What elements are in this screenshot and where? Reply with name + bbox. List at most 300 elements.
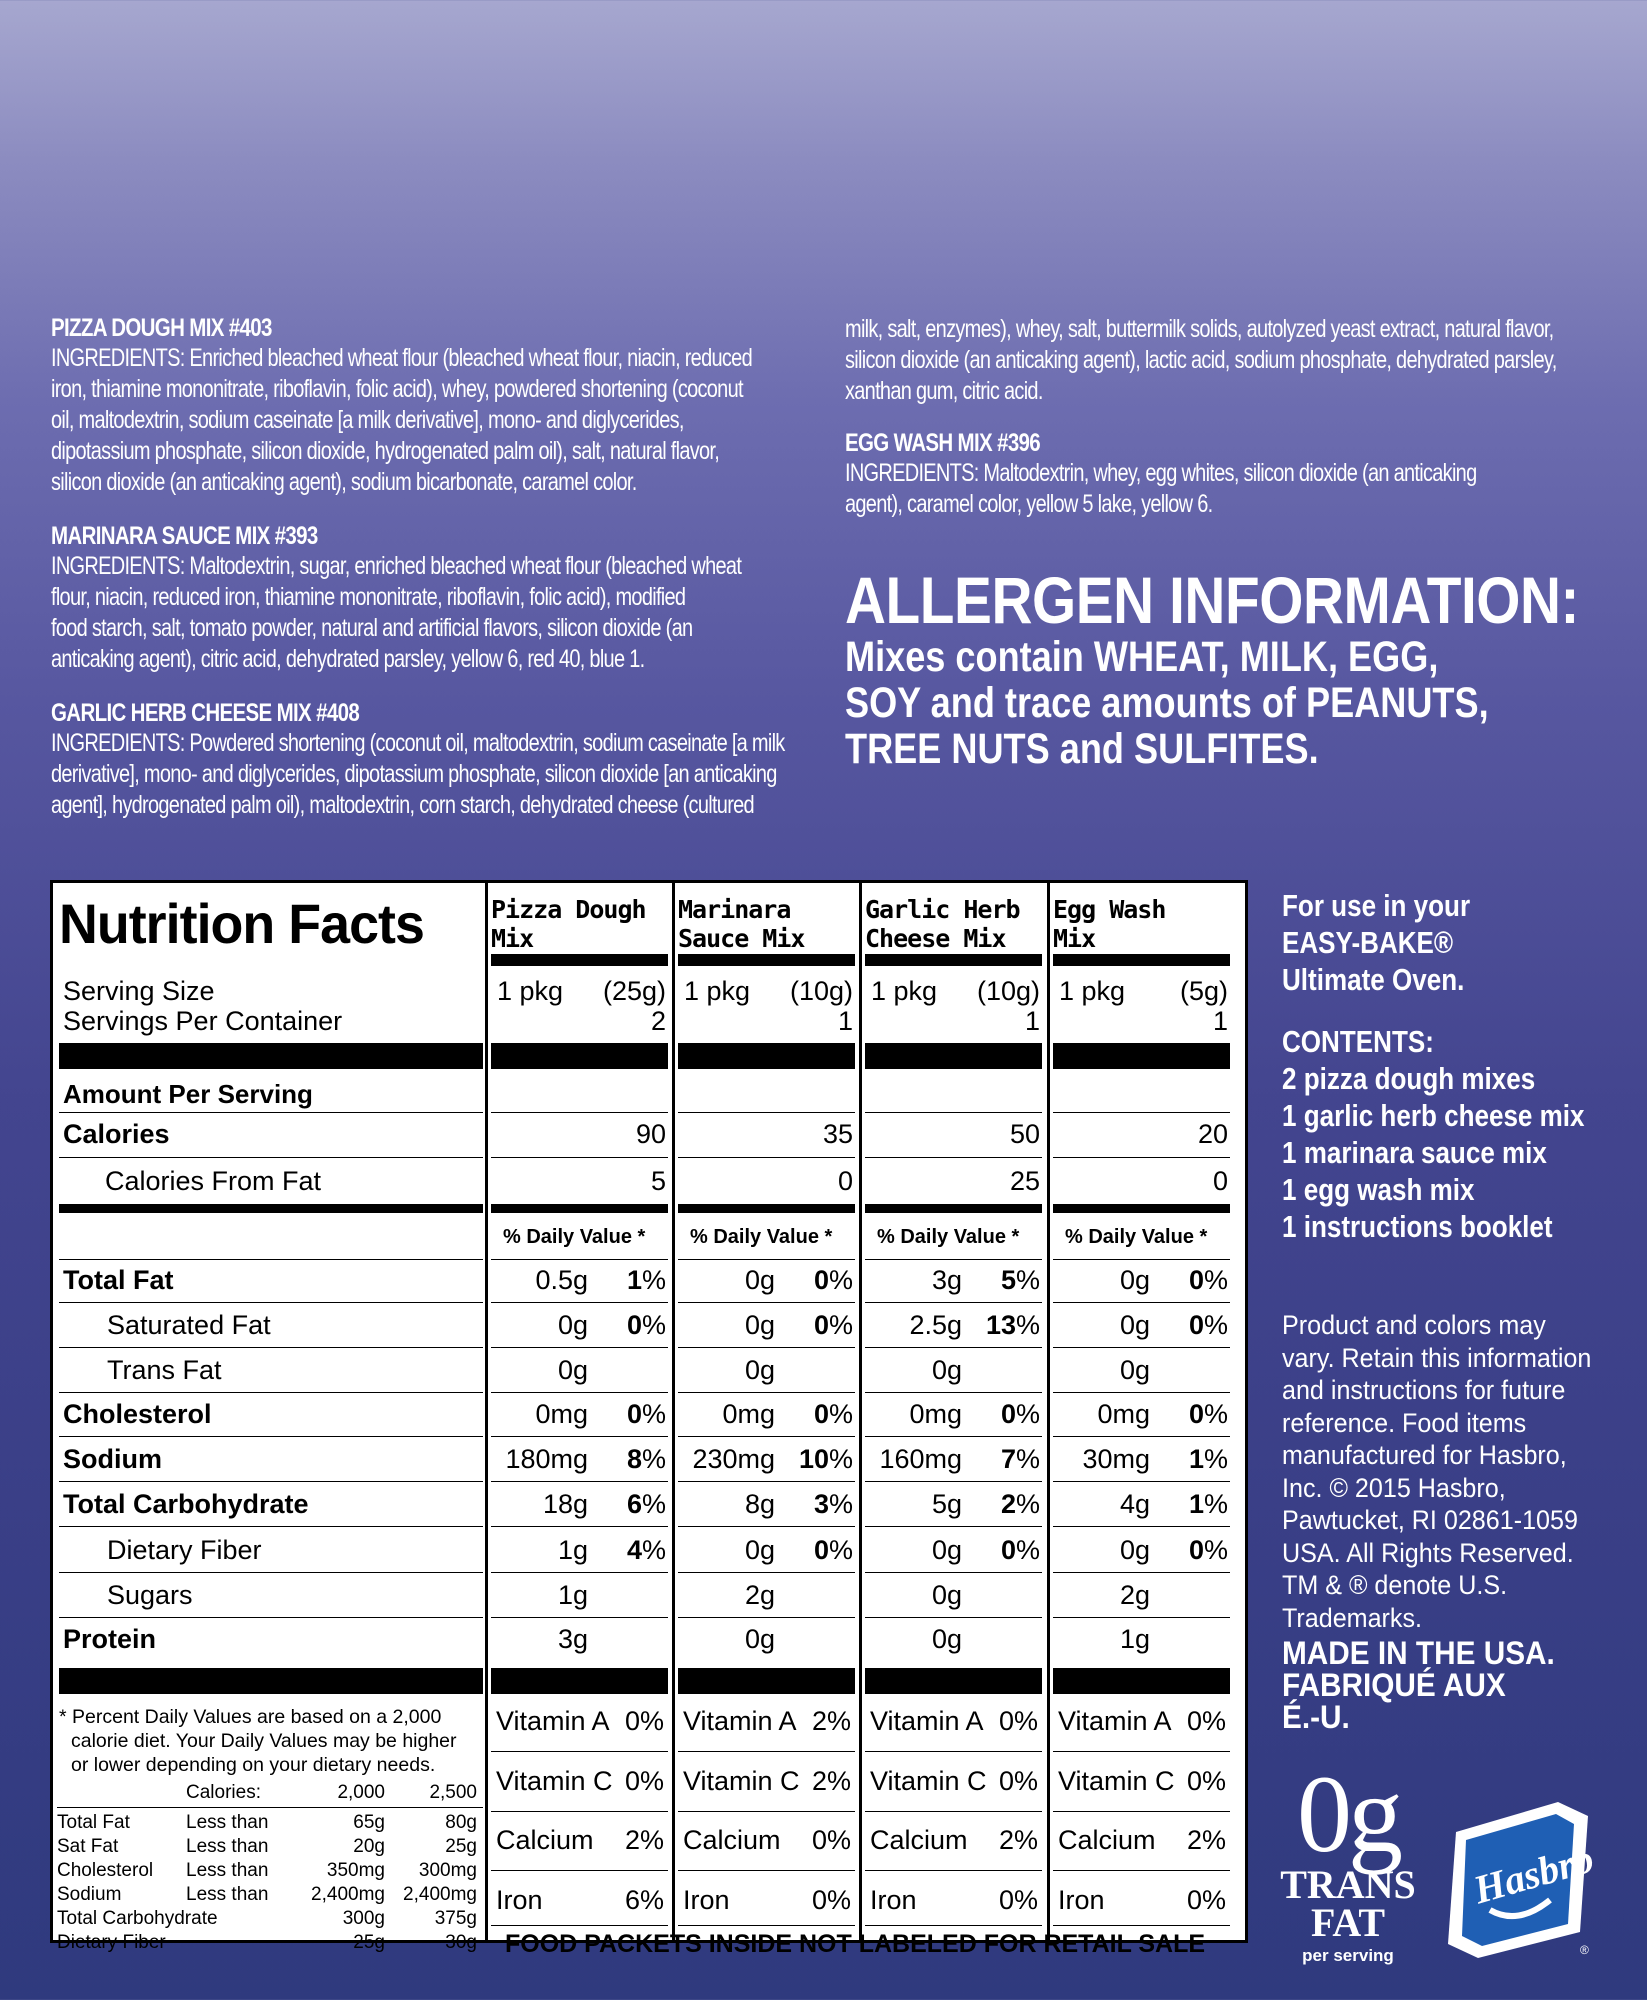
vit-c-value: 2% (811, 1766, 851, 1796)
daily-value-header: % Daily Value * (690, 1226, 833, 1248)
allergen-line: SOY and trace amounts of PEANUTS, (845, 679, 1489, 727)
sugars-amount: 2g (744, 1580, 775, 1610)
row-rule (491, 1259, 668, 1260)
calcium-value: 2% (624, 1825, 664, 1855)
total-fat-amount: 0g (1119, 1265, 1150, 1295)
contents-title: CONTENTS: (1282, 1024, 1434, 1059)
vit-c-label: Vitamin C (683, 1766, 800, 1796)
sodium-daily-value (1153, 1444, 1228, 1475)
iron-label: Iron (496, 1885, 543, 1915)
column-header-line: Cheese Mix (865, 924, 1006, 953)
carb-daily-value (778, 1489, 853, 1520)
column-header (1053, 895, 1165, 953)
sodium-label: Sodium (63, 1444, 162, 1474)
total-fat-amount: 0g (744, 1265, 775, 1295)
footnote-value-2000: 2,400mg (311, 1884, 385, 1905)
footnote-value-2000: 20g (353, 1836, 385, 1857)
sat-fat-daily-value (778, 1310, 853, 1341)
percent-sign: % (641, 1489, 666, 1519)
use-line: For use in your (1282, 888, 1471, 923)
protein-amount: 3g (557, 1624, 588, 1654)
separator-bar (865, 1204, 1042, 1213)
column-divider (1047, 883, 1050, 1940)
dv-number: 0 (1188, 1399, 1204, 1429)
row-rule (491, 1392, 668, 1393)
column-header-bar (1053, 954, 1230, 966)
row-rule (491, 1436, 668, 1437)
ingredient-line: agent], hydrogenated palm oil), maltodextrin, corn starch, dehydrated cheese (cultured (51, 791, 754, 819)
carb-daily-value (591, 1489, 666, 1520)
total-fat-daily-value (1153, 1265, 1228, 1296)
vit-c-value: 0% (1186, 1766, 1226, 1796)
sat-fat-label: Saturated Fat (107, 1310, 271, 1340)
contents-item: 1 marinara sauce mix (1282, 1135, 1547, 1170)
carb-amount: 5g (931, 1489, 962, 1519)
serving-size-label: Serving Size (63, 976, 215, 1006)
servings-per-label: Servings Per Container (63, 1006, 343, 1036)
protein-amount: 0g (931, 1624, 962, 1654)
allergen-section (845, 563, 1647, 773)
calories-from-fat-label: Calories From Fat (105, 1166, 322, 1196)
legal-line: Product and colors may (1282, 1310, 1546, 1340)
calcium-value: 2% (1186, 1825, 1226, 1855)
row-rule (678, 1526, 855, 1527)
row-rule (865, 1347, 1042, 1348)
daily-value-header: % Daily Value * (1065, 1226, 1208, 1248)
percent-sign: % (828, 1310, 853, 1340)
vit-c-value: 0% (624, 1766, 664, 1796)
row-rule (491, 1870, 668, 1871)
fiber-amount: 0g (744, 1535, 775, 1565)
ingredient-line: anticaking agent), citric acid, dehydrated parsley, yellow 6, red 40, blue 1. (51, 645, 645, 673)
trans-fat-amount: 0g (1119, 1355, 1150, 1385)
footnote-value-2000: 350mg (326, 1860, 385, 1881)
separator-bar (59, 1204, 483, 1213)
sugars-amount: 0g (931, 1580, 962, 1610)
percent-sign: % (828, 1535, 853, 1565)
made-in-usa (1282, 1637, 1575, 1733)
servings-count: 1 (1024, 1006, 1040, 1036)
dv-number: 0 (1000, 1535, 1016, 1565)
row-rule (491, 1157, 668, 1158)
row-rule (865, 1925, 1042, 1926)
footnote-value-2500: 25g (445, 1836, 477, 1857)
footnote-nutrient: Total Carbohydrate (57, 1908, 218, 1929)
sugars-amount: 2g (1119, 1580, 1150, 1610)
column-header-bar (678, 954, 855, 966)
legal-line: and instructions for future (1282, 1375, 1566, 1405)
percent-sign: % (1015, 1265, 1040, 1295)
row-rule (678, 1751, 855, 1752)
row-rule (491, 1811, 668, 1812)
row-rule (865, 1481, 1042, 1482)
percent-sign: % (641, 1310, 666, 1340)
row-rule (491, 1751, 668, 1752)
row-rule (59, 1112, 483, 1113)
legal-line: vary. Retain this information (1282, 1342, 1592, 1373)
cholesterol-amount: 0mg (909, 1399, 962, 1429)
row-rule (1053, 1526, 1230, 1527)
fiber-daily-value (1153, 1535, 1228, 1566)
allergen-line: TREE NUTS and SULFITES. (845, 725, 1319, 773)
column-divider (485, 883, 488, 1940)
separator-bar (865, 1668, 1042, 1694)
column-header-line: Sauce Mix (678, 924, 805, 953)
legal-line: Pawtucket, RI 02861-1059 (1282, 1505, 1578, 1535)
calories-from-fat-value: 0 (837, 1166, 853, 1196)
serving-pkg: 1 pkg (684, 976, 751, 1006)
dv-number: 5 (1000, 1265, 1016, 1295)
row-rule (678, 1436, 855, 1437)
footnote-nutrient: Dietary Fiber (57, 1932, 166, 1953)
serving-grams: (25g) (602, 976, 666, 1006)
row-rule (865, 1157, 1042, 1158)
made-line: MADE IN THE USA. (1282, 1635, 1555, 1671)
row-rule (59, 1392, 483, 1393)
row-rule (678, 1811, 855, 1812)
serving-grams: (10g) (789, 976, 853, 1006)
fiber-label: Dietary Fiber (107, 1535, 262, 1565)
sodium-amount: 30mg (1082, 1444, 1150, 1474)
row-rule (1053, 1112, 1230, 1113)
sodium-amount: 180mg (505, 1444, 588, 1474)
row-rule (865, 1302, 1042, 1303)
trans-fat-amount: 0g (931, 1355, 962, 1385)
ingredient-line: oil, maltodextrin, sodium caseinate [a milk derivative], mono- and diglycerides, (51, 406, 684, 434)
calories-value: 20 (1197, 1119, 1228, 1149)
vit-c-label: Vitamin C (496, 1766, 613, 1796)
row-rule (678, 1259, 855, 1260)
dv-number: 0 (626, 1399, 642, 1429)
sodium-amount: 230mg (692, 1444, 775, 1474)
iron-label: Iron (870, 1885, 917, 1915)
carb-amount: 18g (542, 1489, 588, 1519)
percent-sign: % (641, 1535, 666, 1565)
ingredient-block (51, 314, 811, 498)
sugars-label: Sugars (107, 1580, 193, 1610)
column-header-line: Pizza Dough (491, 895, 646, 924)
footnote-rule (57, 1807, 483, 1808)
sat-fat-daily-value (591, 1310, 666, 1341)
dv-number: 10 (798, 1444, 829, 1474)
footnote-line: or lower depending on your dietary needs. (71, 1754, 436, 1776)
row-rule (678, 1112, 855, 1113)
row-rule (678, 1392, 855, 1393)
row-rule (865, 1870, 1042, 1871)
vit-c-value: 0% (998, 1766, 1038, 1796)
column-header-line: Garlic Herb (865, 895, 1020, 924)
column-header (678, 895, 804, 953)
contents-item: 1 instructions booklet (1282, 1209, 1553, 1244)
dv-number: 6 (626, 1489, 642, 1519)
cheese-ingredients-continued (845, 314, 1605, 407)
ingredient-line: food starch, salt, tomato powder, natural and artificial flavors, silicon dioxide (an (51, 614, 693, 642)
row-rule (491, 1526, 668, 1527)
column-header (491, 895, 646, 953)
dv-number: 0 (1000, 1399, 1016, 1429)
cholesterol-daily-value (778, 1399, 853, 1430)
contents-item: 1 egg wash mix (1282, 1172, 1475, 1207)
percent-sign: % (1203, 1444, 1228, 1474)
ingredient-line: milk, salt, enzymes), whey, salt, buttermilk solids, autolyzed yeast extract, natural flavor, (845, 315, 1554, 343)
row-rule (865, 1112, 1042, 1113)
row-rule (59, 1436, 483, 1437)
row-rule (1053, 1392, 1230, 1393)
footnote-value-2500: 375g (434, 1908, 477, 1929)
row-rule (59, 1617, 483, 1618)
ingredient-block (51, 699, 811, 821)
column-header-bar (865, 954, 1042, 966)
footnote-value-2500: 2,400mg (403, 1884, 477, 1905)
row-rule (59, 1157, 483, 1158)
made-line: É.-U. (1282, 1699, 1350, 1735)
ingredient-line: xanthan gum, citric acid. (845, 377, 1043, 405)
footnote-value-2500: 300mg (418, 1860, 477, 1881)
footnote-limit: Less than (186, 1812, 269, 1833)
column-header (865, 895, 1020, 953)
calories-label: Calories (63, 1119, 170, 1149)
footnote-limit: Less than (186, 1860, 269, 1881)
total-fat-label: Total Fat (63, 1265, 174, 1295)
row-rule (865, 1392, 1042, 1393)
trans-fat-badge (1268, 1753, 1428, 1966)
row-rule (1053, 1811, 1230, 1812)
row-rule (1053, 1157, 1230, 1158)
row-rule (865, 1436, 1042, 1437)
row-rule (1053, 1436, 1230, 1437)
trans-fat-label: TRANS (1280, 1862, 1416, 1907)
total-fat-daily-value (965, 1265, 1040, 1296)
trans-fat-amount: 0g (557, 1355, 588, 1385)
row-rule (678, 1870, 855, 1871)
ingredient-line: INGREDIENTS: Maltodextrin, sugar, enriched bleached wheat flour (bleached wheat (51, 552, 742, 580)
footnote-nutrient: Sodium (57, 1884, 122, 1905)
row-rule (678, 1572, 855, 1573)
separator-bar (678, 1043, 855, 1069)
vit-a-label: Vitamin A (870, 1706, 984, 1736)
sat-fat-amount: 0g (744, 1310, 775, 1340)
calories-value: 50 (1009, 1119, 1040, 1149)
row-rule (865, 1617, 1042, 1618)
row-rule (491, 1617, 668, 1618)
footnote-header: Calories: (186, 1782, 261, 1803)
legal-line: Trademarks. (1282, 1602, 1422, 1633)
total-fat-amount: 0.5g (535, 1265, 588, 1295)
percent-sign: % (641, 1444, 666, 1474)
cholesterol-label: Cholesterol (63, 1399, 212, 1429)
row-rule (1053, 1617, 1230, 1618)
cholesterol-amount: 0mg (535, 1399, 588, 1429)
row-rule (865, 1259, 1042, 1260)
row-rule (865, 1811, 1042, 1812)
percent-sign: % (1203, 1535, 1228, 1565)
sat-fat-amount: 0g (1119, 1310, 1150, 1340)
column-header-line: Mix (491, 924, 534, 953)
calcium-label: Calcium (683, 1825, 781, 1855)
row-rule (59, 1302, 483, 1303)
percent-sign: % (828, 1399, 853, 1429)
vit-a-label: Vitamin A (1058, 1706, 1172, 1736)
percent-sign: % (641, 1399, 666, 1429)
vit-a-value: 0% (1186, 1706, 1226, 1736)
calcium-label: Calcium (870, 1825, 968, 1855)
ingredient-line: dipotassium phosphate, silicon dioxide, hydrogenated palm oil), salt, natural flavor, (51, 437, 720, 465)
row-rule (865, 1526, 1042, 1527)
use-line: Ultimate Oven. (1282, 962, 1465, 997)
fiber-amount: 1g (557, 1535, 588, 1565)
iron-value: 6% (624, 1885, 664, 1915)
dv-number: 1 (1188, 1489, 1204, 1519)
cholesterol-daily-value (965, 1399, 1040, 1430)
calories-from-fat-value: 0 (1212, 1166, 1228, 1196)
calcium-value: 0% (811, 1825, 851, 1855)
allergen-line: Mixes contain WHEAT, MILK, EGG, (845, 633, 1439, 681)
separator-bar (491, 1668, 668, 1694)
sat-fat-daily-value (965, 1310, 1040, 1341)
calories-value: 35 (822, 1119, 853, 1149)
calories-value: 90 (635, 1119, 666, 1149)
dv-number: 0 (813, 1265, 829, 1295)
amount-per-serving-label: Amount Per Serving (63, 1079, 313, 1109)
protein-amount: 0g (744, 1624, 775, 1654)
footnote-limit: Less than (186, 1836, 269, 1857)
sat-fat-amount: 2.5g (909, 1310, 962, 1340)
percent-sign: % (828, 1489, 853, 1519)
row-rule (59, 1347, 483, 1348)
daily-value-header: % Daily Value * (503, 1226, 646, 1248)
fiber-daily-value (591, 1535, 666, 1566)
percent-sign: % (1015, 1489, 1040, 1519)
legal-line: manufactured for Hasbro, (1282, 1440, 1567, 1470)
protein-amount: 1g (1119, 1624, 1150, 1654)
sat-fat-daily-value (1153, 1310, 1228, 1341)
separator-bar (59, 1043, 483, 1069)
row-rule (678, 1302, 855, 1303)
serving-pkg: 1 pkg (871, 976, 938, 1006)
separator-bar (1053, 1043, 1230, 1069)
ingredient-line: INGREDIENTS: Enriched bleached wheat flour (bleached wheat flour, niacin, reduced (51, 344, 752, 372)
ingredient-text (51, 728, 811, 821)
row-rule (491, 1302, 668, 1303)
serving-grams: (5g) (1179, 976, 1228, 1006)
fiber-amount: 0g (1119, 1535, 1150, 1565)
row-rule (59, 1572, 483, 1573)
dv-number: 3 (813, 1489, 829, 1519)
hasbro-logo (1438, 1792, 1598, 1962)
sodium-daily-value (965, 1444, 1040, 1475)
row-rule (1053, 1751, 1230, 1752)
ingredient-title: MARINARA SAUCE MIX #393 (51, 522, 318, 550)
percent-sign: % (828, 1444, 853, 1474)
legal-line: USA. All Rights Reserved. (1282, 1537, 1574, 1568)
carb-daily-value (1153, 1489, 1228, 1520)
footnote-value-2500: 30g (445, 1932, 477, 1953)
row-rule (1053, 1481, 1230, 1482)
ingredient-title: GARLIC HERB CHEESE MIX #408 (51, 699, 360, 727)
dv-number: 7 (1000, 1444, 1016, 1474)
separator-bar (1053, 1204, 1230, 1213)
vit-a-label: Vitamin A (496, 1706, 610, 1736)
fiber-daily-value (965, 1535, 1040, 1566)
row-rule (1053, 1259, 1230, 1260)
ingredients-left-column (51, 314, 811, 845)
row-rule (491, 1481, 668, 1482)
ingredient-line: INGREDIENTS: Maltodextrin, whey, egg whites, silicon dioxide (an anticaking (845, 459, 1477, 487)
vit-a-value: 2% (811, 1706, 851, 1736)
footnote-header: 2,500 (429, 1782, 477, 1803)
cholesterol-amount: 0mg (722, 1399, 775, 1429)
iron-value: 0% (1186, 1885, 1226, 1915)
ingredient-line: silicon dioxide (an anticaking agent), sodium bicarbonate, caramel color. (51, 468, 637, 496)
footnote-nutrient: Total Fat (57, 1812, 130, 1833)
separator-bar (1053, 1668, 1230, 1694)
use-statement (1282, 887, 1506, 998)
sugars-amount: 1g (557, 1580, 588, 1610)
svg-text:®: ® (1580, 1943, 1589, 1957)
percent-sign: % (1015, 1399, 1040, 1429)
contents-item: 1 garlic herb cheese mix (1282, 1098, 1585, 1133)
ingredient-line: iron, thiamine mononitrate, riboflavin, folic acid), whey, powdered shortening (coconut (51, 375, 743, 403)
servings-count: 2 (650, 1006, 666, 1036)
ingredient-block (51, 522, 811, 675)
allergen-title: ALLERGEN INFORMATION: (845, 563, 1580, 637)
vit-a-label: Vitamin A (683, 1706, 797, 1736)
dv-number: 0 (1188, 1535, 1204, 1565)
dv-number: 0 (1188, 1265, 1204, 1295)
iron-value: 0% (811, 1885, 851, 1915)
row-rule (59, 1481, 483, 1482)
carb-amount: 8g (744, 1489, 775, 1519)
row-rule (491, 1347, 668, 1348)
separator-bar (678, 1668, 855, 1694)
carb-daily-value (965, 1489, 1040, 1520)
percent-sign: % (1015, 1535, 1040, 1565)
percent-sign: % (1203, 1399, 1228, 1429)
footnote-value-2000: 65g (353, 1812, 385, 1833)
contents-item: 2 pizza dough mixes (1282, 1061, 1536, 1096)
cholesterol-amount: 0mg (1097, 1399, 1150, 1429)
calcium-label: Calcium (496, 1825, 594, 1855)
nutrition-facts-title: Nutrition Facts (59, 892, 424, 955)
percent-sign: % (828, 1265, 853, 1295)
dv-number: 1 (1188, 1444, 1204, 1474)
trans-fat-label: Trans Fat (107, 1355, 222, 1385)
column-header-bar (491, 954, 668, 966)
footnote-limit: Less than (186, 1884, 269, 1905)
serving-grams: (10g) (976, 976, 1040, 1006)
row-rule (678, 1617, 855, 1618)
sat-fat-amount: 0g (557, 1310, 588, 1340)
dv-number: 2 (1000, 1489, 1016, 1519)
ingredient-line: flour, niacin, reduced iron, thiamine mononitrate, riboflavin, folic acid), modified (51, 583, 686, 611)
made-line: FABRIQUÉ AUX (1282, 1667, 1506, 1703)
footnote-line: * Percent Daily Values are based on a 2,000 (59, 1706, 442, 1728)
footnote-line: calorie diet. Your Daily Values may be higher (71, 1730, 457, 1752)
separator-bar (678, 1204, 855, 1213)
use-line: EASY-BAKE® (1282, 925, 1454, 960)
row-rule (1053, 1302, 1230, 1303)
ingredient-text (51, 551, 811, 675)
vit-c-label: Vitamin C (1058, 1766, 1175, 1796)
protein-label: Protein (63, 1624, 157, 1654)
percent-sign: % (1015, 1310, 1040, 1340)
dv-number: 0 (1188, 1310, 1204, 1340)
legal-line: Inc. © 2015 Hasbro, (1282, 1472, 1506, 1503)
column-divider (672, 883, 675, 1940)
allergen-text (845, 634, 1647, 772)
egg-wash-ingredients (845, 458, 1605, 520)
calories-from-fat-value: 5 (650, 1166, 666, 1196)
